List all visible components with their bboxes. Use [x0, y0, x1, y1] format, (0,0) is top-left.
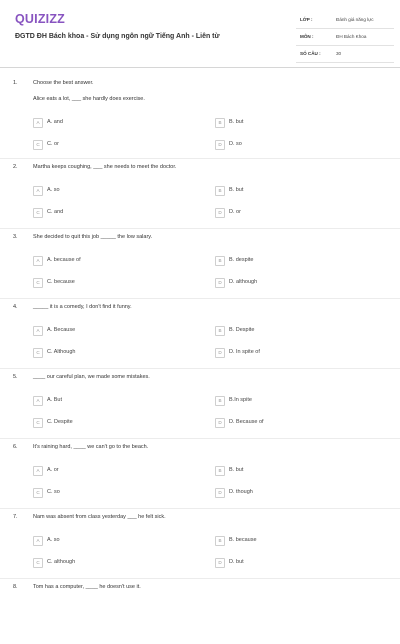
question-divider: [0, 578, 400, 579]
option-text: D. though: [229, 489, 253, 495]
question-number: 1.: [13, 80, 18, 86]
question-text: _____ it is a comedy, I don't find it funny.: [33, 304, 132, 310]
question-item: [0, 164, 400, 224]
question-divider: [0, 438, 400, 439]
option-letter-box: A: [33, 466, 43, 476]
option-text: B. but: [229, 187, 244, 193]
option-letter-box: A: [33, 396, 43, 406]
option-letter-box: C: [33, 418, 43, 428]
quizizz-logo: QUIZIZZ: [15, 12, 66, 26]
option-text: A. because of: [47, 257, 81, 263]
option-text: C. or: [47, 141, 59, 147]
option-letter-box: B: [215, 466, 225, 476]
question-item: [0, 514, 400, 574]
question-divider: [0, 158, 400, 159]
question-number: 3.: [13, 234, 18, 240]
question-item: [0, 374, 400, 434]
option-letter-box: D: [215, 348, 225, 358]
option-text: C. although: [47, 559, 76, 565]
meta-label: SỐ CÂU :: [300, 51, 321, 56]
option-letter-box: C: [33, 558, 43, 568]
option-letter-box: B: [215, 326, 225, 336]
option-letter-box: B: [215, 536, 225, 546]
question-item: [0, 444, 400, 504]
question-number: 8.: [13, 584, 18, 590]
question-divider: [0, 228, 400, 229]
question-number: 5.: [13, 374, 18, 380]
option-letter-box: D: [215, 418, 225, 428]
option-text: B. but: [229, 119, 244, 125]
question-divider: [0, 298, 400, 299]
meta-value: 30: [336, 51, 342, 56]
option-text: C. Although: [47, 349, 76, 355]
option-text: A. or: [47, 467, 59, 473]
question-text: Choose the best answer.: [33, 80, 94, 86]
question-number: 4.: [13, 304, 18, 310]
option-letter-box: D: [215, 488, 225, 498]
option-text: C. so: [47, 489, 60, 495]
option-text: C. Despite: [47, 419, 73, 425]
option-letter-box: B: [215, 118, 225, 128]
option-text: B. but: [229, 467, 244, 473]
option-text: C. and: [47, 209, 64, 215]
option-text: D. so: [229, 141, 242, 147]
option-text: A. and: [47, 119, 63, 125]
question-text: Nam was absent from class yesterday ___ he felt sick.: [33, 514, 166, 520]
option-text: D. although: [229, 279, 258, 285]
option-letter-box: C: [33, 140, 43, 150]
question-divider: [0, 368, 400, 369]
option-text: B.In spite: [229, 397, 252, 403]
meta-value: Đánh giá năng lực: [336, 17, 374, 22]
option-letter-box: D: [215, 558, 225, 568]
meta-row-class: [296, 12, 394, 29]
option-letter-box: A: [33, 326, 43, 336]
option-letter-box: A: [33, 186, 43, 196]
question-divider: [0, 508, 400, 509]
question-number: 7.: [13, 514, 18, 520]
option-text: B. Despite: [229, 327, 255, 333]
question-text: She decided to quit this job _____ the low salary.: [33, 234, 153, 240]
option-letter-box: D: [215, 140, 225, 150]
option-letter-box: B: [215, 186, 225, 196]
meta-row-count: [296, 46, 394, 63]
question-number: 6.: [13, 444, 18, 450]
option-text: D. Because of: [229, 419, 264, 425]
meta-label: LỚP :: [300, 17, 313, 22]
question-item: [0, 584, 400, 644]
option-text: B. despite: [229, 257, 254, 263]
option-text: D. or: [229, 209, 241, 215]
option-letter-box: C: [33, 278, 43, 288]
question-text: It's raining hard, ____ we can't go to the beach.: [33, 444, 149, 450]
question-text-secondary: Alice eats a lot, ___ she hardly does exercise.: [33, 96, 145, 102]
worksheet-header: [0, 0, 400, 68]
option-letter-box: D: [215, 278, 225, 288]
option-text: A. so: [47, 187, 60, 193]
option-text: D. In spite of: [229, 349, 260, 355]
question-item: [0, 234, 400, 294]
option-letter-box: C: [33, 348, 43, 358]
option-letter-box: A: [33, 118, 43, 128]
option-letter-box: A: [33, 256, 43, 266]
option-text: A. so: [47, 537, 60, 543]
option-letter-box: B: [215, 396, 225, 406]
question-item: [0, 304, 400, 364]
question-number: 2.: [13, 164, 18, 170]
option-letter-box: C: [33, 488, 43, 498]
option-text: A. But: [47, 397, 62, 403]
meta-value: ĐH Bách Khoa: [336, 34, 367, 39]
question-text: Tom has a computer, ____ he doesn't use it.: [33, 584, 141, 590]
question-text: Martha keeps coughing, ___ she needs to meet the doctor.: [33, 164, 177, 170]
meta-label: MÔN :: [300, 34, 314, 39]
option-text: A. Because: [47, 327, 76, 333]
option-text: C. because: [47, 279, 75, 285]
option-letter-box: B: [215, 256, 225, 266]
option-letter-box: D: [215, 208, 225, 218]
option-letter-box: A: [33, 536, 43, 546]
worksheet-title: ĐGTD ĐH Bách khoa - Sử dụng ngôn ngữ Tiếng Anh - Liên từ: [15, 33, 220, 40]
option-letter-box: C: [33, 208, 43, 218]
meta-table: [296, 12, 394, 63]
meta-row-subject: [296, 29, 394, 46]
question-text: ____ our careful plan, we made some mistakes.: [33, 374, 150, 380]
option-text: B. because: [229, 537, 257, 543]
question-item: [0, 80, 400, 147]
option-text: D. but: [229, 559, 244, 565]
